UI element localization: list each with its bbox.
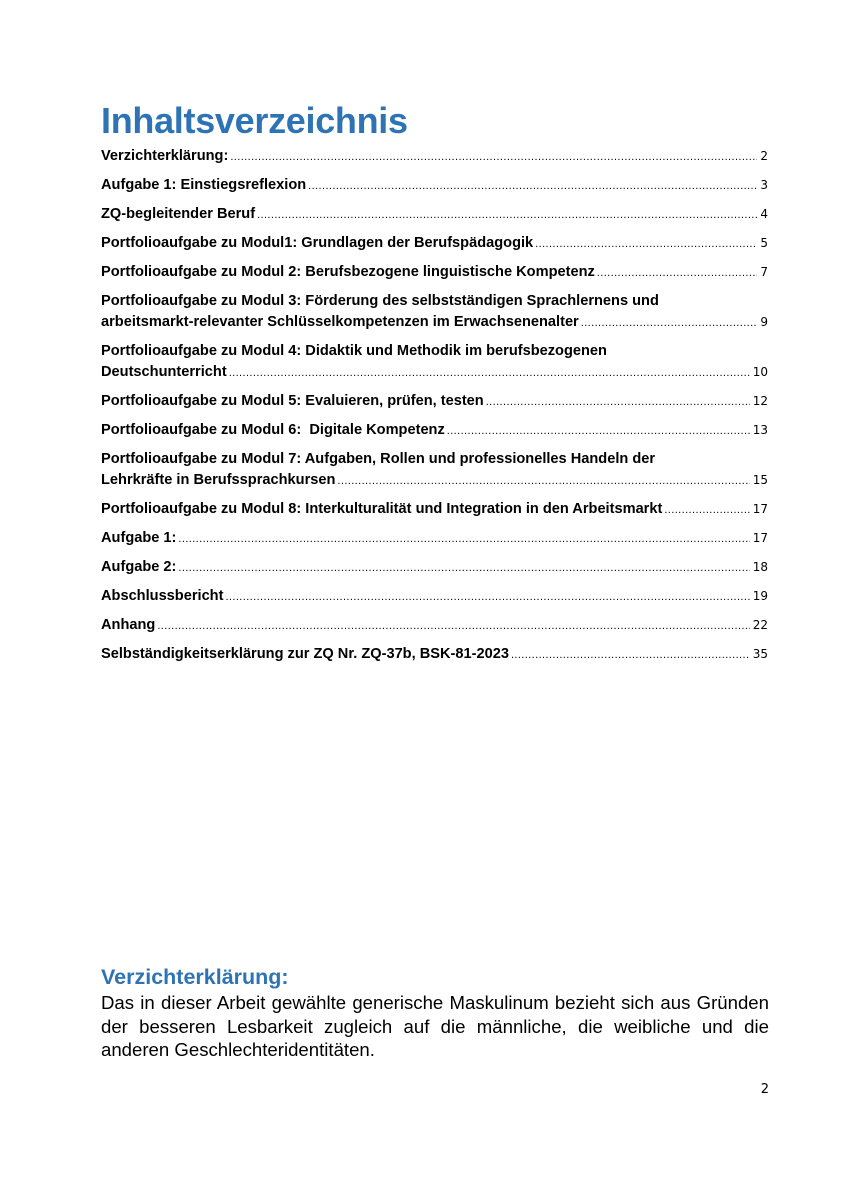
toc-leader-dots xyxy=(581,313,758,333)
toc-leader-dots xyxy=(511,645,750,665)
table-of-contents xyxy=(101,146,768,673)
toc-entry-text: Anhang xyxy=(101,617,156,633)
body-paragraph: Das in dieser Arbeit gewählte generische Maskulinum bezieht sich aus Gründen der besseren Lesbarkeit zugleich auf die männliche, die weibliche und die anderen Geschlechteridentitäten. xyxy=(101,992,769,1060)
toc-entry[interactable] xyxy=(101,528,768,557)
toc-leader-dots xyxy=(178,529,749,549)
toc-entry[interactable] xyxy=(101,391,768,420)
toc-entry-text: Portfolioaufgabe zu Modul1: Grundlagen der Berufspädagogik xyxy=(101,235,534,251)
toc-entry[interactable] xyxy=(101,586,768,615)
toc-entry-page: 17 xyxy=(752,531,768,545)
toc-entry-text: Deutschunterricht xyxy=(101,364,227,380)
toc-entry[interactable] xyxy=(101,557,768,586)
toc-entry-text: Aufgabe 1: xyxy=(101,530,177,546)
toc-entry[interactable] xyxy=(101,146,768,175)
toc-entry-page: 10 xyxy=(752,365,768,379)
toc-entry-text: Lehrkräfte in Berufssprachkursen xyxy=(101,472,336,488)
toc-leader-dots xyxy=(229,363,750,383)
toc-entry[interactable] xyxy=(101,204,768,233)
toc-entry-page: 18 xyxy=(752,560,768,574)
toc-entry-text: Portfolioaufgabe zu Modul 2: Berufsbezogene linguistische Kompetenz xyxy=(101,264,595,280)
toc-entry-text: Aufgabe 2: xyxy=(101,559,177,575)
toc-leader-dots xyxy=(178,558,749,578)
toc-entry-page: 17 xyxy=(752,502,768,516)
toc-entry[interactable] xyxy=(101,644,768,673)
toc-leader-dots xyxy=(157,616,749,636)
toc-entry-text: Selbständigkeitserklärung zur ZQ Nr. ZQ-37b, BSK-81-2023 xyxy=(101,646,509,662)
toc-leader-dots xyxy=(257,205,757,225)
toc-entry-page: 35 xyxy=(752,647,768,661)
toc-entry[interactable] xyxy=(101,262,768,291)
toc-entry-page: 3 xyxy=(760,178,768,192)
toc-entry-text: arbeitsmarkt-relevanter Schlüsselkompetenzen im Erwachsenenalter xyxy=(101,314,579,330)
toc-entry-page: 2 xyxy=(760,149,768,163)
toc-entry-page: 13 xyxy=(752,423,768,437)
section-heading: Verzichterklärung: xyxy=(101,965,289,989)
toc-entry[interactable] xyxy=(101,615,768,644)
toc-entry[interactable] xyxy=(101,499,768,528)
toc-leader-dots xyxy=(308,176,757,196)
toc-leader-dots xyxy=(230,147,757,167)
toc-leader-dots xyxy=(597,263,758,283)
toc-entry[interactable] xyxy=(101,420,768,449)
toc-entry-text: Portfolioaufgabe zu Modul 8: Interkulturalität und Integration in den Arbeitsmarkt xyxy=(101,501,663,517)
toc-entry[interactable] xyxy=(101,449,768,499)
toc-entry-page: 5 xyxy=(760,236,768,250)
toc-entry-text: Verzichterklärung: xyxy=(101,148,229,164)
toc-entry-text-line1: Portfolioaufgabe zu Modul 7: Aufgaben, Rollen und professionelles Handeln der xyxy=(101,451,656,467)
toc-entry[interactable] xyxy=(101,291,768,341)
toc-entry-page: 15 xyxy=(752,473,768,487)
toc-entry-text: ZQ-begleitender Beruf xyxy=(101,206,256,222)
toc-entry-page: 9 xyxy=(760,315,768,329)
toc-entry[interactable] xyxy=(101,233,768,262)
toc-entry-page: 4 xyxy=(760,207,768,221)
toc-leader-dots xyxy=(486,392,750,412)
toc-entry-page: 19 xyxy=(752,589,768,603)
toc-entry-text-line1: Portfolioaufgabe zu Modul 4: Didaktik und Methodik im berufsbezogenen xyxy=(101,343,607,359)
toc-entry-text: Portfolioaufgabe zu Modul 6: Digitale Kompetenz xyxy=(101,422,445,438)
toc-entry[interactable] xyxy=(101,341,768,391)
toc-entry-text: Aufgabe 1: Einstiegsreflexion xyxy=(101,177,307,193)
page-number: 2 xyxy=(760,1082,769,1097)
toc-entry-text: Abschlussbericht xyxy=(101,588,224,604)
toc-title: Inhaltsverzeichnis xyxy=(101,100,408,141)
toc-leader-dots xyxy=(447,421,750,441)
toc-entry-page: 22 xyxy=(752,618,768,632)
toc-leader-dots xyxy=(337,471,749,491)
toc-entry-text: Portfolioaufgabe zu Modul 5: Evaluieren, prüfen, testen xyxy=(101,393,484,409)
toc-leader-dots xyxy=(225,587,749,607)
toc-leader-dots xyxy=(664,500,749,520)
toc-leader-dots xyxy=(535,234,757,254)
toc-entry-page: 7 xyxy=(760,265,768,279)
toc-entry-page: 12 xyxy=(752,394,768,408)
toc-entry[interactable] xyxy=(101,175,768,204)
toc-entry-text-line1: Portfolioaufgabe zu Modul 3: Förderung des selbstständigen Sprachlernens und xyxy=(101,293,659,309)
